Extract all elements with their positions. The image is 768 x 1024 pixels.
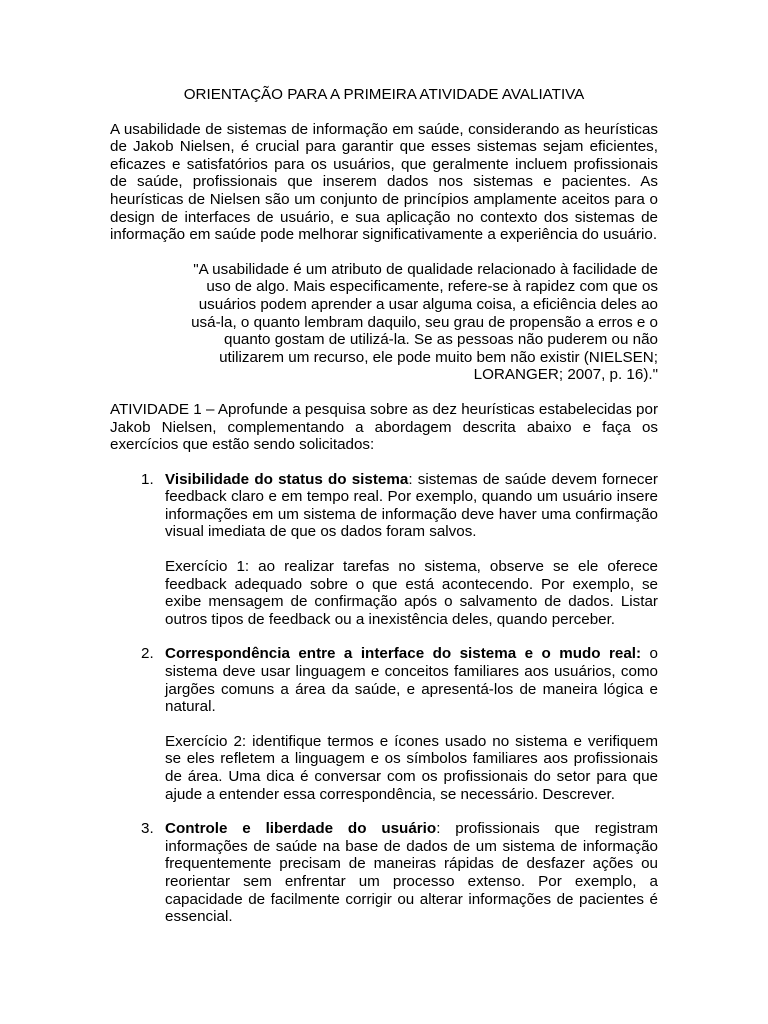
activity-instructions: ATIVIDADE 1 – Aprofunde a pesquisa sobre as dez heurísticas estabelecidas por Jakob Nielsen, complementando a abordagem descrita abaixo e faça os exercícios que estão sendo solicitados: xyxy=(110,400,658,454)
heuristic-text: o sistema deve usar linguagem e conceitos familiares aos usuários, como jargões comuns a área da saúde, e apresentá-los de maneira lógica e natural. xyxy=(165,645,658,716)
list-item xyxy=(110,471,658,629)
intro-paragraph: A usabilidade de sistemas de informação em saúde, considerando as heurísticas de Jakob Nielsen, é crucial para garantir que esses sistemas sejam eficientes, eficazes e satisfatórios para os usuários, que geralmente incluem profissionais de saúde, profissionais que inserem dados nos sistemas e pacientes. As heurísticas de Nielsen são um conjunto de princípios amplamente aceitos para o design de interfaces de usuário, e sua aplicação no contexto dos sistemas de informação em saúde pode melhorar significativamente a experiência do usuário. xyxy=(110,120,658,244)
document-page xyxy=(110,86,658,943)
list-item-number: 2. xyxy=(141,645,154,663)
heuristics-list xyxy=(110,471,658,926)
heuristic-heading: Correspondência entre a interface do sistema e o mudo real: xyxy=(165,645,642,663)
heuristic-description xyxy=(165,820,658,926)
heuristic-text: : profissionais que registram informações de saúde na base de dados de um sistema de informação frequentemente precisam de maneiras rápidas de desfazer ações ou reorientar sem enfrentar um processo extenso. Por exemplo, a capacidade de facilmente corrigir ou alterar informações de pacientes é essencial. xyxy=(165,820,658,926)
heuristic-heading: Visibilidade do status do sistema xyxy=(165,470,409,488)
list-item xyxy=(110,820,658,926)
nielsen-quote: "A usabilidade é um atributo de qualidade relacionado à facilidade de uso de algo. Mais especificamente, refere-se à rapidez com que os usuários podem aprender a usar alguma coisa, a eficiência deles ao usá-la, o quanto lembram daquilo, seu grau de propensão a erros e o quanto gostam de utilizá-la. Se as pessoas não puderem ou não utilizarem um recurso, ele pode muito bem não existir (NIELSEN; LORANGER; 2007, p. 16)." xyxy=(191,260,658,384)
heuristic-description xyxy=(165,645,658,715)
document-title: ORIENTAÇÃO PARA A PRIMEIRA ATIVIDADE AVALIATIVA xyxy=(183,86,585,103)
exercise-text: Exercício 1: ao realizar tarefas no sistema, observe se ele oferece feedback adequado sobre o que está acontecendo. Por exemplo, se exibe mensagem de confirmação após o salvamento de dados. Listar outros tipos de feedback ou a inexistência deles, quando perceber. xyxy=(165,558,658,628)
list-item-number: 1. xyxy=(141,470,154,488)
list-item xyxy=(110,645,658,803)
heuristic-description xyxy=(165,471,658,541)
heuristic-text: : sistemas de saúde devem fornecer feedback claro e em tempo real. Por exemplo, quando um usuário insere informações em um sistema de informação deve haver uma confirmação visual imediata de que os dados foram salvos. xyxy=(165,470,658,541)
heuristic-heading: Controle e liberdade do usuário xyxy=(165,820,437,838)
exercise-text: Exercício 2: identifique termos e ícones usado no sistema e verifiquem se eles refletem a linguagem e os símbolos familiares aos profissionais de área. Uma dica é conversar com os profissionais do setor para que ajude a entender essa correspondência, se necessário. Descrever. xyxy=(165,732,658,803)
list-item-number: 3. xyxy=(141,820,154,838)
